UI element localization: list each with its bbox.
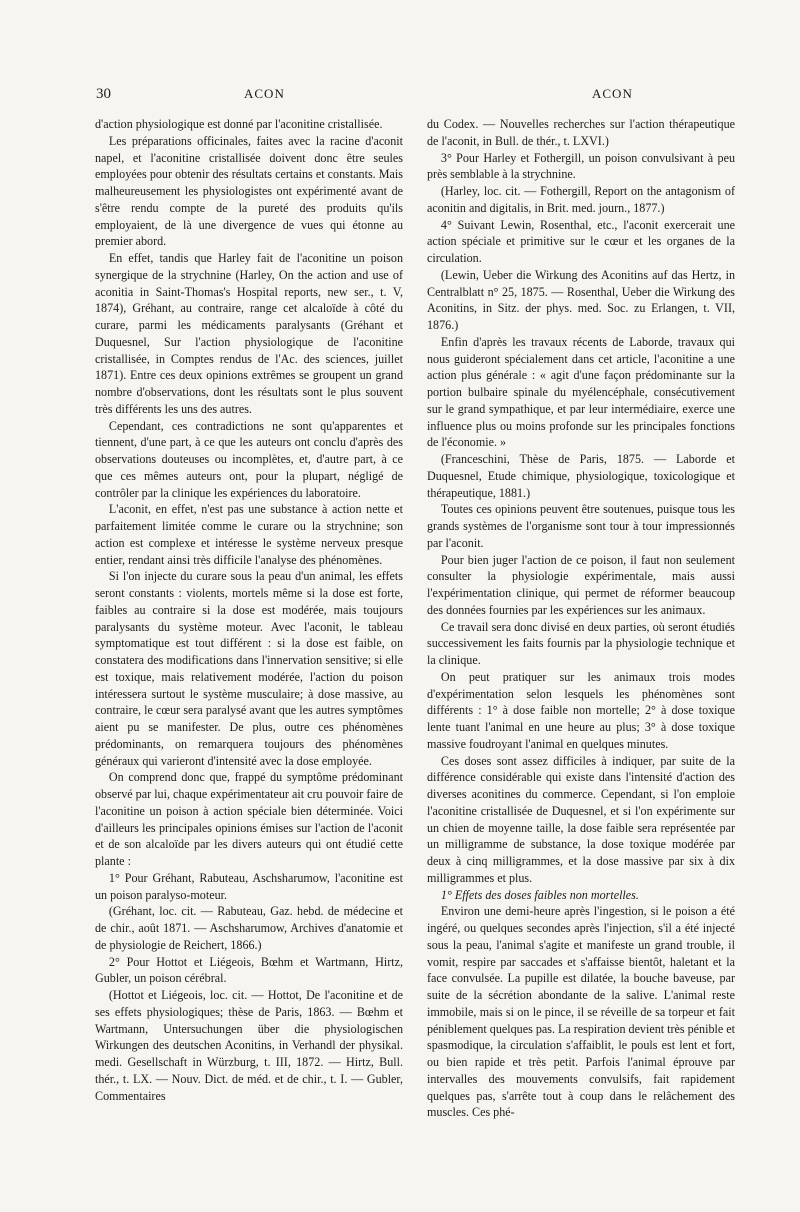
- paragraph: Environ une demi-heure après l'ingestion, si le poison a été ingéré, ou quelques secondes après l'injection, s'il a été injecté sous la peau, l'animal s'agite et manifeste un grand trouble, il vomit, respire par saccades et s'affaisse bientôt, haletant et la face convulsée. La pupille est dilatée, la bouche baveuse, par suite de la sécrétion abondante de la salive. L'animal reste immobile, mais si on le pince, il se réveille de sa torpeur et fait péniblement quelques pas. La respiration devient très pénible et spasmodique, la circulation s'affaiblit, le pouls est lent et fort, ou bien rapide et très petit. Parfois l'animal éprouve par intervalles des mouvements convulsifs, fait rapidement quelques pas, s'arrête tout à coup dans le relâchement des muscles. Ces phé-: [427, 904, 735, 1120]
- paragraph: En effet, tandis que Harley fait de l'aconitine un poison synergique de la strychnine (Harley, On the action and use of aconitia in Saint-Thomas's Hospital reports, new ser., t. V, 1874), Gréhant, au contraire, range cet alcaloïde à côté du curare, parmi les médicaments paralysants (Gréhant et Duquesnel, Sur l'action physiologique de l'aconitine cristallisée, in Comptes rendus de l'Ac. des sciences, juillet 1871). Entre ces deux opinions extrêmes se groupent un grand nombre d'observations, dont les résultats sont le plus souvent très différents les uns des autres.: [95, 251, 403, 416]
- paragraph: Si l'on injecte du curare sous la peau d'un animal, les effets seront constants : violents, mortels même si la dose est forte, faibles au contraire si la dose est modérée, mais toujours paralysants du système moteur. Avec l'aconit, le tableau symptomatique est tout différent : si la dose est faible, on constatera des modifications dans l'innervation sensitive; si elle est toxique, mais relativement modérée, l'action du poison intéressera surtout le système musculaire; à dose massive, au contraire, le cœur sera paralysé avant que les autres symptômes aient pu se manifester. De plus, outre ces phénomènes prédominants, on remarquera toujours des phénomènes généraux qui varieront d'intensité avec la dose employée.: [95, 569, 403, 768]
- page-header: [0, 86, 800, 106]
- running-head-left: ACON: [244, 86, 285, 101]
- paragraph: On peut pratiquer sur les animaux trois modes d'expérimentation selon lesquels les phénomènes sont différents : 1° à dose faible non mortelle; 2° à dose toxique lente tuant l'animal en une heure au plus; 3° à dose toxique massive foudroyant l'animal en quelques minutes.: [427, 669, 735, 751]
- paragraph: Toutes ces opinions peuvent être soutenues, puisque tous les grands systèmes de l'organisme sont tour à tour impressionnés par l'aconit.: [427, 502, 735, 550]
- citation: du Codex. — Nouvelles recherches sur l'action thérapeutique de l'aconit, in Bull. de thér., t. LXVI.): [427, 117, 735, 148]
- paragraph: Ces doses sont assez difficiles à indiquer, par suite de la différence considérable qui existe dans l'intensité d'action des diverses aconitines du commerce. Cependant, si l'on emploie l'aconitine cristallisée de Duquesnel, et si l'on expérimente sur un chien de moyenne taille, la dose faible sera représentée par un milligramme de substance, la dose toxique modérée par deux à cinq milligrammes, et la dose massive par six à dix milligrammes et plus.: [427, 753, 735, 885]
- paragraph: Cependant, ces contradictions ne sont qu'apparentes et tiennent, d'une part, à ce que les auteurs ont conclu d'après des observations douteuses ou incomplètes, et, d'autre part, à ce que ces mêmes auteurs ont, pour la plupart, négligé de contrôler par la clinique les expériences du laboratoire.: [95, 418, 403, 500]
- citation: (Gréhant, loc. cit. — Rabuteau, Gaz. hebd. de médecine et de chir., août 1871. — Aschsharumow, Archives d'anatomie et de physiologie de Reichert, 1866.): [95, 904, 403, 952]
- citation: (Franceschini, Thèse de Paris, 1875. — Laborde et Duquesnel, Etude chimique, physiologique, toxicologique et thérapeutique, 1881.): [427, 452, 735, 500]
- paragraph: Ce travail sera donc divisé en deux parties, où seront étudiés successivement les faits fournis par la physiologie technique et la clinique.: [427, 619, 735, 667]
- paragraph: 2° Pour Hottot et Liégeois, Bœhm et Wartmann, Hirtz, Gubler, un poison cérébral.: [95, 954, 403, 986]
- paragraph: d'action physiologique est donné par l'aconitine cristallisée.: [95, 117, 383, 131]
- paragraph: Enfin d'après les travaux récents de Laborde, travaux qui nous guideront spécialement dans cet article, l'aconitine a une action plus générale : « agit d'une façon prédominante sur la portion bulbaire spinale du myélencéphale, consécutivement sur le grand sympathique, et par leur intermédiaire, exerce une influence plus ou moins profonde sur les principales fonctions de l'économie. »: [427, 334, 735, 450]
- right-column: [427, 116, 735, 1121]
- paragraph: 4° Suivant Lewin, Rosenthal, etc., l'aconit exercerait une action spéciale et primitive sur le cœur et les organes de la circulation.: [427, 217, 735, 265]
- paragraph: L'aconit, en effet, n'est pas une substance à action nette et parfaitement limitée comme le curare ou la strychnine; son action est complexe et intéresse le système nerveux presque entier, rendant ainsi très difficile l'analyse des phénomènes.: [95, 502, 403, 567]
- page-number: 30: [96, 86, 111, 102]
- paragraph: Les préparations officinales, faites avec la racine d'aconit napel, et l'aconitine cristallisée doivent donc être seules employées pour obtenir des résultats certains et constants. Mais malheureusement les physiologistes ont expérimenté avant de s'être rendu compte de la pureté des produits qu'ils employaient, de là une divergence de vues qui étonne au premier abord.: [95, 133, 403, 249]
- paragraph: 1° Pour Gréhant, Rabuteau, Aschsharumow, l'aconitine est un poison paralyso-moteur.: [95, 870, 403, 902]
- section-heading: 1° Effets des doses faibles non mortelles.: [440, 887, 639, 902]
- paragraph: 3° Pour Harley et Fothergill, un poison convulsivant à peu près semblable à la strychnine.: [427, 150, 735, 182]
- paragraph: On comprend donc que, frappé du symptôme prédominant observé par lui, chaque expérimentateur ait cru pouvoir faire de l'aconitine un poison à action spéciale bien déterminée. Voici d'ailleurs les principales opinions émises sur l'action de l'aconit et de son alcaloïde par les divers auteurs qui ont étudié cette plante :: [95, 770, 403, 868]
- left-column: [95, 116, 403, 1104]
- paragraph: Pour bien juger l'action de ce poison, il faut non seulement consulter la physiologie expérimentale, mais aussi l'expérimentation clinique, qui permet de réformer beaucoup des données fournies par les expériences sur les animaux.: [427, 552, 735, 617]
- citation: (Harley, loc. cit. — Fothergill, Report on the antagonism of aconitin and digitalis, in Brit. med. journ., 1877.): [427, 184, 735, 215]
- citation: (Lewin, Ueber die Wirkung des Aconitins auf das Hertz, in Centralblatt n° 25, 1875. — Rosenthal, Ueber die Wirkung des Aconitins, in Sitz. der phys. med. Soc. zu Erlangen, t. VII, 1876.): [427, 267, 735, 332]
- running-head-right: ACON: [592, 86, 633, 101]
- citation: (Hottot et Liégeois, loc. cit. — Hottot, De l'aconitine et de ses effets physiologiques; thèse de Paris, 1863. — Bœhm et Wartmann, Untersuchungen über die physiologischen Wirkungen des deutschen Aconitins, in Verhandl der physikal. medi. Gesellschaft in Würzburg, t. III, 1872. — Hirtz, Bull. thér., t. LX. — Nouv. Dict. de méd. et de chir., t. I. — Gubler, Commentaires: [95, 988, 403, 1103]
